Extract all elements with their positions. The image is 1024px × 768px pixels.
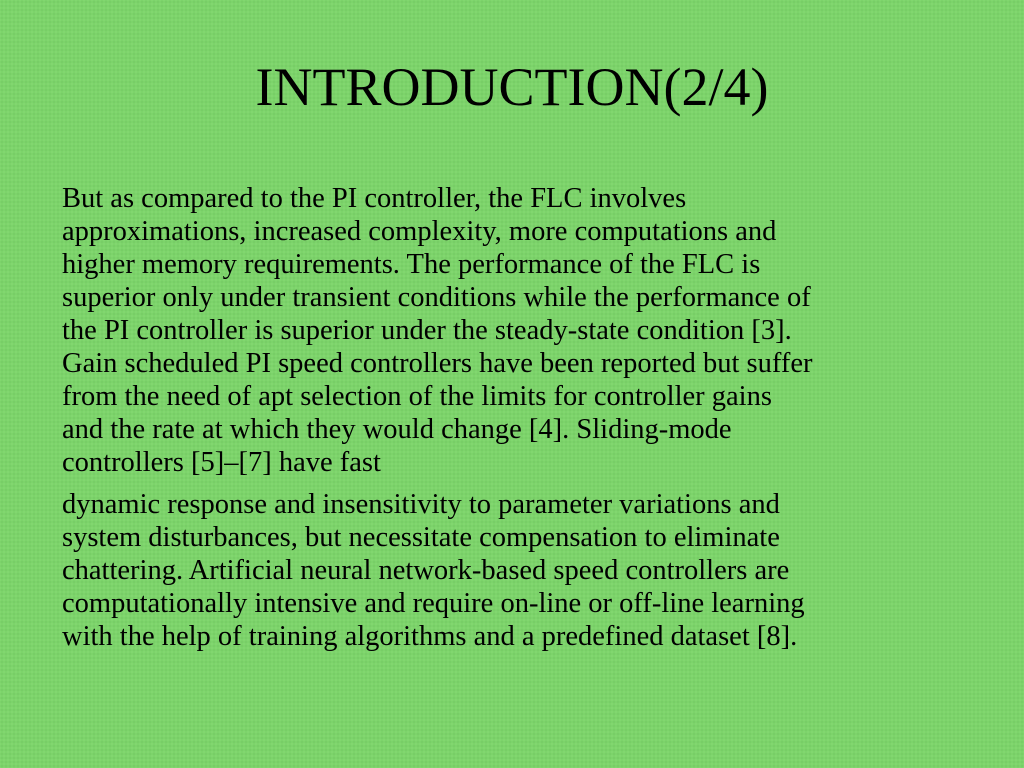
slide-title: INTRODUCTION(2/4) [255,57,769,117]
body-paragraph-2: dynamic response and insensitivity to parameter variations and system disturbances, but necessitate compensation to eliminate chattering. Artificial neural network-based speed controllers are computationally intensive and require on-line or off-line learning with the help of training algorithms and a predefined dataset [8]. [62,489,805,652]
body-paragraph-1: But as compared to the PI controller, the FLC involves approximations, increased complexity, more computations and higher memory requirements. The performance of the FLC is superior only under transient conditions while the performance of the PI controller is superior under the steady-state condition [3]. Gain scheduled PI speed controllers have been reported but suffer from the need of apt selection of the limits for controller gains and the rate at which they would change [4]. Sliding-mode controllers [5]–[7] have fast [62,183,813,478]
slide-body [62,182,982,662]
